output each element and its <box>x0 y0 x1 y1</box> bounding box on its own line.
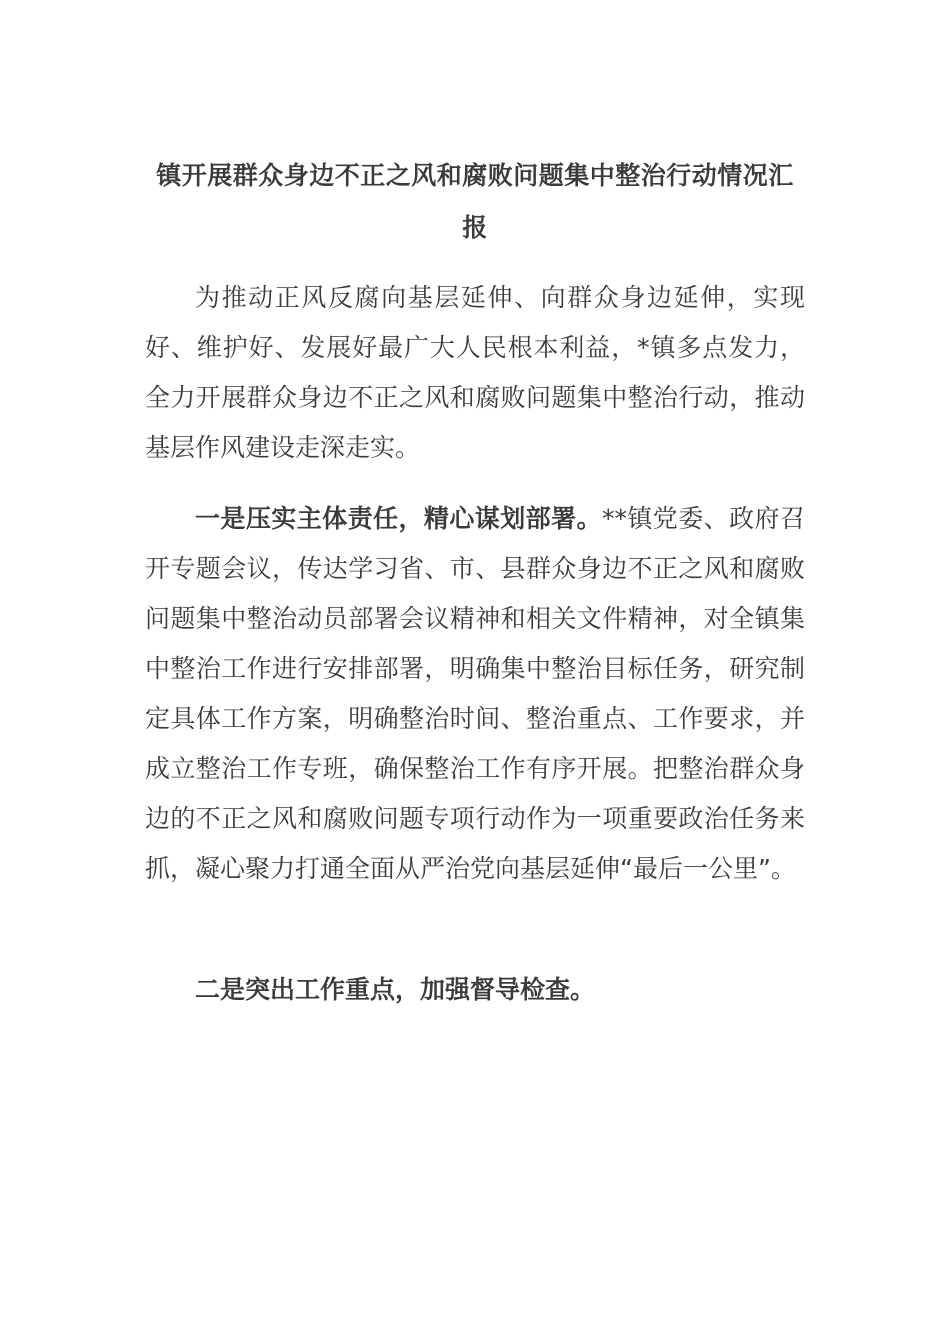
paragraph-intro-text: 为推动正风反腐向基层延伸、向群众身边延伸，实现好、维护好、发展好最广大人民根本利益，*镇多点发力，全力开展群众身边不正之风和腐败问题集中整治行动，推动基层作风建设走深走实。 <box>145 283 805 462</box>
section-one-text: **镇党委、政府召开专题会议，传达学习省、市、县群众身边不正之风和腐败问题集中整治动员部署会议精神和相关文件精神，对全镇集中整治工作进行安排部署，明确集中整治目标任务，研究制定具体工作方案，明确整治时间、整治重点、工作要求，并成立整治工作专班，确保整治工作有序开展。把整治群众身边的不正之风和腐败问题专项行动作为一项重要政治任务来抓，凝心聚力打通全面从严治党向基层延伸“最后一公里”。 <box>145 504 805 883</box>
paragraph-section-two <box>145 965 805 1015</box>
paragraph-section-one <box>145 494 805 894</box>
paragraph-intro <box>145 273 805 473</box>
document-title: 镇开展群众身边不正之风和腐败问题集中整治行动情况汇报 <box>156 161 794 242</box>
section-one-heading: 一是压实主体责任，精心谋划部署。 <box>195 504 602 533</box>
section-two-heading: 二是突出工作重点，加强督导检查。 <box>195 975 596 1004</box>
